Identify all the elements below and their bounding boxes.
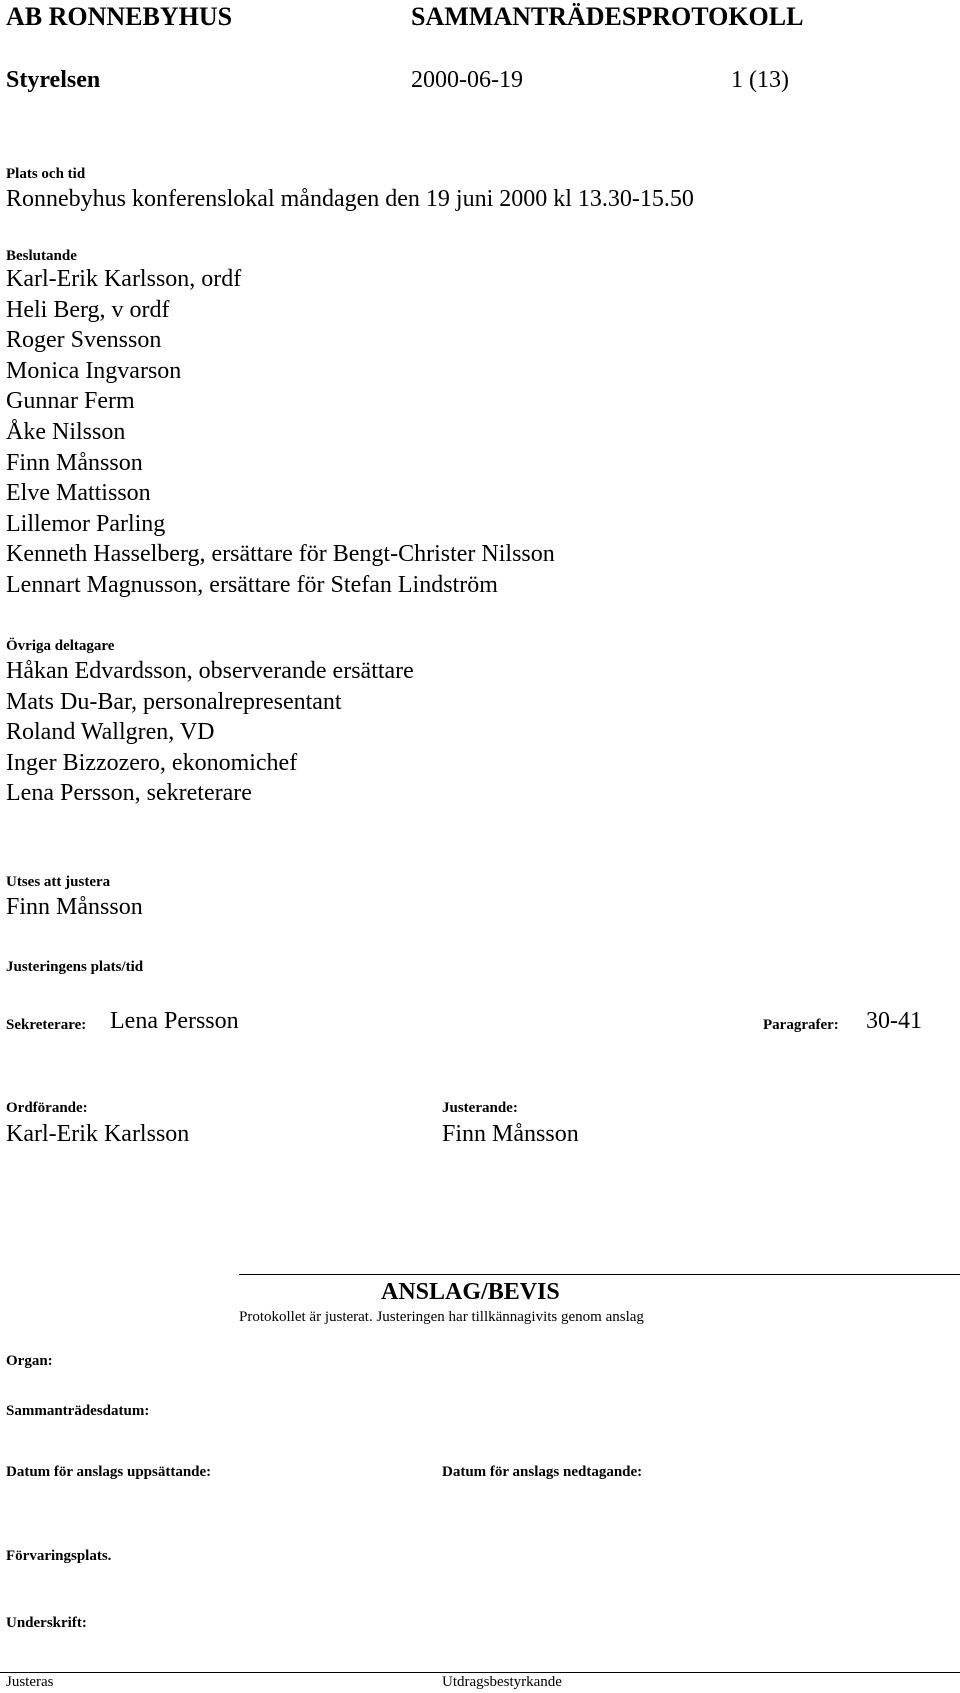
other-participants-list [6,656,414,809]
footer-left: Justeras [6,1674,54,1690]
adjustment-place-label: Justeringens plats/tid [6,959,144,975]
list-item: Åke Nilsson [6,418,126,445]
organization-name: AB RONNEBYHUS [6,2,233,31]
adjusting-label: Justerande: [442,1100,518,1116]
posted-date-label: Datum för anslags uppsättande: [6,1464,212,1480]
list-item: Roger Svensson [6,327,162,354]
paragraphs-value: 30-41 [866,1008,922,1034]
other-participants-label: Övriga deltagare [6,638,115,654]
signature-label: Underskrift: [6,1615,87,1631]
list-item: Finn Månsson [6,449,143,476]
meeting-date: 2000-06-19 [411,67,523,93]
list-item: Elve Mattisson [6,480,151,507]
board-name: Styrelsen [6,67,101,93]
adjuster-value: Finn Månsson [6,894,143,920]
decision-makers-label: Beslutande [6,248,77,264]
notice-text: Protokollet är justerat. Justeringen har tillkännagivits genom anslag [239,1309,644,1325]
footer-divider [0,1672,960,1673]
list-item: Karl-Erik Karlsson, ordf [6,266,242,292]
list-item: Heli Berg, v ordf [6,296,170,323]
list-item: Roland Wallgren, VD [6,719,215,746]
place-time-label: Plats och tid [6,166,86,182]
chairman-label: Ordförande: [6,1100,88,1116]
list-item: Lennart Magnusson, ersättare för Stefan Lindström [6,571,498,598]
list-item: Monica Ingvarson [6,357,182,384]
storage-label: Förvaringsplats. [6,1548,112,1564]
list-item: Mats Du-Bar, personalrepresentant [6,688,342,715]
notice-divider [239,1274,960,1275]
list-item: Inger Bizzozero, ekonomichef [6,749,298,776]
page-number: 1 (13) [731,67,789,93]
list-item: Lillemor Parling [6,510,166,537]
place-time-value: Ronnebyhus konferenslokal måndagen den 19 juni 2000 kl 13.30-15.50 [6,186,694,212]
removed-date-label: Datum för anslags nedtagande: [442,1464,643,1480]
secretary-label: Sekreterare: [6,1017,87,1033]
notice-title: ANSLAG/BEVIS [381,1279,560,1305]
footer-right: Utdragsbestyrkande [442,1674,562,1690]
decision-makers-list [6,264,555,601]
list-item: Håkan Edvardsson, observerande ersättare [6,658,414,684]
list-item: Lena Persson, sekreterare [6,780,252,807]
paragraphs-label: Paragrafer: [763,1017,839,1033]
organ-label: Organ: [6,1353,53,1369]
adjuster-label: Utses att justera [6,874,111,890]
meeting-date-label: Sammanträdesdatum: [6,1403,150,1419]
list-item: Gunnar Ferm [6,388,135,415]
chairman-value: Karl-Erik Karlsson [6,1121,190,1147]
document-type: SAMMANTRÄDESPROTOKOLL [411,2,804,31]
secretary-value: Lena Persson [110,1008,239,1034]
adjusting-value: Finn Månsson [442,1121,579,1147]
list-item: Kenneth Hasselberg, ersättare för Bengt-Christer Nilsson [6,541,555,568]
